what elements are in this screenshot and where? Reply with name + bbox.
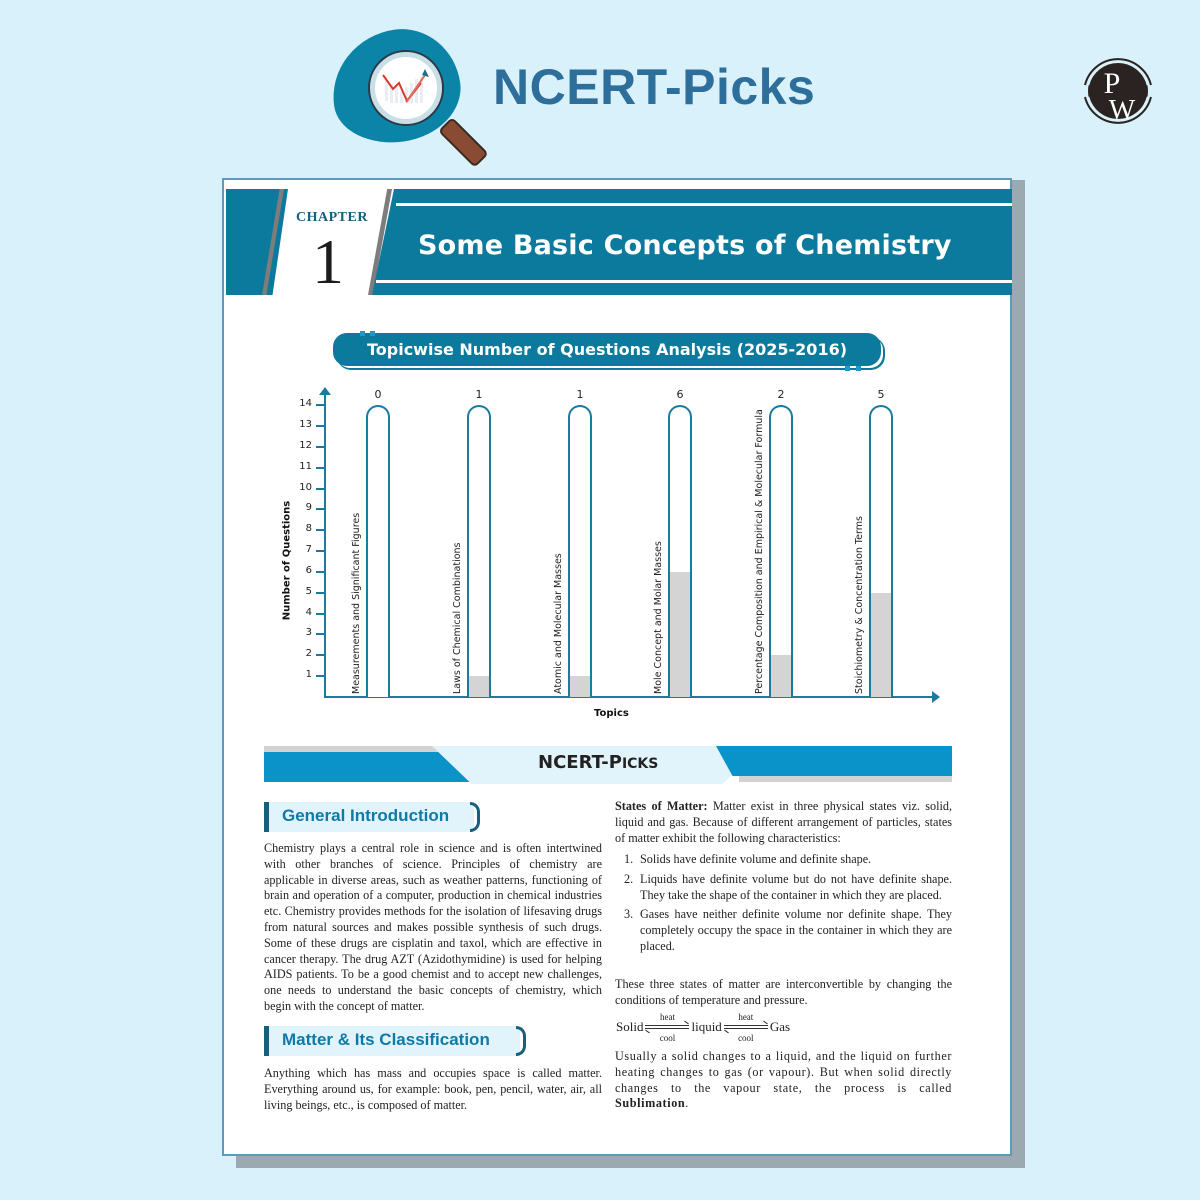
y-tick bbox=[316, 550, 324, 552]
sublimation-end: . bbox=[685, 1096, 689, 1111]
list-number: 2. bbox=[624, 871, 634, 886]
bar-fill bbox=[670, 572, 690, 697]
section-heading-general-introduction bbox=[264, 802, 474, 832]
bar-category-label: Measurements and Significant Figures bbox=[351, 512, 362, 694]
book-page bbox=[222, 178, 1012, 1156]
bar-category-label: Laws of Chemical Combinations bbox=[452, 542, 463, 694]
interconvert-paragraph: These three states of matter are interconvertible by changing the conditions of temperature and pressure. bbox=[615, 977, 952, 1007]
heading-bar bbox=[264, 1026, 269, 1056]
y-tick-label: 8 bbox=[305, 523, 312, 535]
bar-category-label: Stoichiometry & Concentration Terms bbox=[854, 516, 865, 694]
bar-category-label: Mole Concept and Molar Masses bbox=[653, 541, 664, 694]
x-axis-label: Topics bbox=[594, 708, 629, 719]
bar-value-label: 1 bbox=[475, 388, 483, 402]
chapter-label: CHAPTER bbox=[296, 210, 368, 225]
y-tick-label: 1 bbox=[305, 669, 312, 681]
y-tick bbox=[316, 592, 324, 594]
y-axis bbox=[324, 393, 326, 697]
bar-tube bbox=[769, 405, 793, 697]
equilibrium-arrow-icon bbox=[724, 1012, 768, 1042]
banner-text-smallcaps: PICKS bbox=[608, 752, 659, 773]
general-introduction-paragraph: Chemistry plays a central role in science and is often intertwined with other branches of science. Principles of chemistry are applicable in diverse areas, such as weather patterns, functioning of brain and operation of a computer, production in chemical industries etc. Chemistry provides methods for the isolation of lifesaving drugs from natural sources and makes possible synthesis of such drugs. Some of these drugs are cisplatin and taxol, which are effective in cancer therapy. The drug AZT (Azidothymidine) is used for helping AIDS patients. To be a good chemist and to accept new challenges, one needs to understand the basic concepts of chemistry, which begin with the concept of matter. bbox=[264, 841, 602, 1013]
list-item bbox=[615, 872, 952, 904]
list-number: 1. bbox=[624, 852, 634, 866]
matter-paragraph: Anything which has mass and occupies space is called matter. Everything around us, for example: book, pen, pencil, water, air, all living beings, etc., is composed of matter. bbox=[264, 1066, 602, 1112]
heading-bracket bbox=[470, 802, 480, 832]
y-tick bbox=[316, 675, 324, 677]
decor-dot bbox=[360, 331, 365, 336]
eq-liquid: liquid bbox=[691, 1019, 722, 1034]
banner-stripe bbox=[739, 776, 952, 782]
y-axis-label: Number of Questions bbox=[281, 500, 293, 621]
magnifier-handle bbox=[438, 117, 489, 168]
y-tick-label: 14 bbox=[299, 398, 312, 410]
decor-dot bbox=[845, 366, 850, 371]
arrow-label-heat: heat bbox=[738, 1012, 754, 1022]
y-tick bbox=[316, 488, 324, 490]
banner-right-block bbox=[716, 746, 952, 776]
bar-category-label: Atomic and Molecular Masses bbox=[553, 553, 564, 694]
heading-bracket bbox=[516, 1026, 526, 1056]
y-tick bbox=[316, 404, 324, 406]
y-tick-label: 13 bbox=[299, 418, 312, 430]
y-tick-label: 10 bbox=[299, 481, 312, 493]
sublimation-text: Usually a solid changes to a liquid, and the liquid on further heating changes to gas (or vapour). But when solid directly changes to the vapour state, the process is called bbox=[615, 1049, 952, 1095]
chapter-number: 1 bbox=[312, 226, 344, 297]
topicwise-bar-chart bbox=[264, 385, 954, 725]
y-tick bbox=[316, 508, 324, 510]
y-tick-label: 4 bbox=[305, 606, 312, 618]
arrow-label-cool: cool bbox=[659, 1033, 676, 1043]
equilibrium-arrow-icon bbox=[645, 1012, 689, 1042]
magnifier-icon bbox=[370, 52, 442, 124]
y-tick bbox=[316, 633, 324, 635]
bar-value-label: 2 bbox=[777, 388, 785, 402]
y-tick-label: 2 bbox=[305, 648, 312, 660]
svg-text:P: P bbox=[1103, 67, 1121, 100]
chart-title-pill bbox=[333, 333, 881, 366]
states-of-matter-paragraph bbox=[615, 799, 952, 846]
arrow-label-heat: heat bbox=[659, 1012, 675, 1022]
ncert-picks-heading bbox=[538, 752, 658, 773]
chapter-title: Some Basic Concepts of Chemistry bbox=[418, 230, 952, 261]
ncert-picks-banner bbox=[264, 746, 952, 784]
states-label: States of Matter: bbox=[615, 799, 708, 813]
banner-line bbox=[396, 203, 1012, 206]
arrow-label-cool: cool bbox=[738, 1033, 754, 1043]
y-tick-label: 7 bbox=[305, 544, 312, 556]
decor-dot bbox=[856, 366, 861, 371]
bar-tube bbox=[467, 405, 491, 697]
bar-value-label: 6 bbox=[676, 388, 684, 402]
state-change-equation bbox=[616, 1012, 790, 1042]
bar-fill bbox=[570, 676, 590, 697]
eq-gas: Gas bbox=[769, 1019, 791, 1034]
list-text: Liquids have definite volume but do not have definite shape. They take the shape of the container in which they are placed. bbox=[640, 871, 952, 902]
y-tick-label: 9 bbox=[305, 502, 312, 514]
bar-fill bbox=[771, 655, 791, 697]
list-number: 3. bbox=[624, 907, 634, 922]
bar-tube bbox=[568, 405, 592, 697]
bar-fill bbox=[469, 676, 489, 697]
y-tick-label: 3 bbox=[305, 627, 312, 639]
brand-title: NCERT-Picks bbox=[493, 59, 816, 115]
decor-dot bbox=[370, 331, 375, 336]
y-tick bbox=[316, 446, 324, 448]
y-tick-label: 12 bbox=[299, 439, 312, 451]
banner-line bbox=[376, 280, 1012, 283]
y-tick-label: 6 bbox=[305, 564, 312, 576]
list-text: Gases have neither definite volume nor definite shape. They completely occupy the space in the container in which they are placed. bbox=[640, 907, 952, 953]
bar-value-label: 5 bbox=[877, 388, 885, 402]
bar-tube bbox=[869, 405, 893, 697]
section-heading-text: Matter & Its Classification bbox=[282, 1030, 490, 1049]
section-heading-text: General Introduction bbox=[282, 806, 450, 825]
sublimation-term: Sublimation bbox=[615, 1096, 686, 1111]
banner-text-main: NCERT- bbox=[538, 752, 609, 773]
y-tick bbox=[316, 467, 324, 469]
y-tick bbox=[316, 529, 324, 531]
y-tick-label: 11 bbox=[299, 460, 312, 472]
trend-chart-icon bbox=[375, 57, 437, 119]
x-axis-arrow-icon bbox=[932, 691, 940, 703]
list-text: Solids have definite volume and definite shape. bbox=[640, 852, 872, 866]
bar-fill bbox=[871, 593, 891, 697]
pw-logo-icon bbox=[1082, 55, 1154, 127]
y-tick bbox=[316, 654, 324, 656]
bar-value-label: 0 bbox=[374, 388, 382, 402]
y-tick bbox=[316, 571, 324, 573]
states-intro: Matter exist in three physical states viz. solid, liquid and gas. Because of different arrangement of particles, states of matter exhibit the following characteristics: bbox=[615, 799, 953, 845]
sublimation-paragraph bbox=[615, 1049, 952, 1112]
section-heading-matter-classification bbox=[264, 1026, 520, 1056]
bar-tube bbox=[366, 405, 390, 697]
states-list bbox=[615, 852, 952, 959]
list-item bbox=[615, 852, 952, 868]
y-tick bbox=[316, 425, 324, 427]
y-tick bbox=[316, 613, 324, 615]
bar-value-label: 1 bbox=[576, 388, 584, 402]
eq-solid: Solid bbox=[616, 1019, 644, 1034]
x-axis bbox=[324, 696, 934, 698]
y-tick-label: 5 bbox=[305, 585, 312, 597]
heading-bar bbox=[264, 802, 269, 832]
svg-text:W: W bbox=[1108, 95, 1136, 126]
list-item bbox=[615, 907, 952, 954]
bar-tube bbox=[668, 405, 692, 697]
ncert-picks-logo bbox=[330, 22, 505, 172]
bar-category-label: Percentage Composition and Empirical & Molecular Formula bbox=[754, 409, 765, 694]
chart-title: Topicwise Number of Questions Analysis (2025-2016) bbox=[366, 340, 848, 359]
